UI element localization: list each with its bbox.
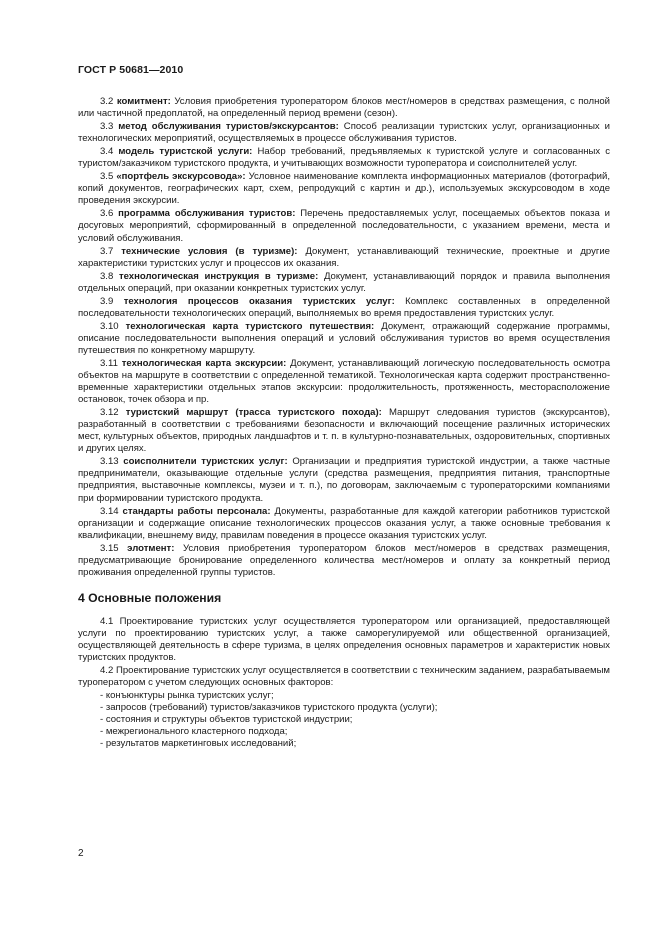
definition-number: 3.6 xyxy=(100,208,114,220)
definition-text: Комплекс составленных в определенной последовательности технологических операций, выполняемых во время предоставления туристских услуг. xyxy=(78,295,610,319)
definition-text: Документ, отражающий содержание программы, описание последовательности выполнения операций и условий обслуживания туристов во время осуществления путешествия по конкретному маршруту. xyxy=(78,320,611,356)
document-header: ГОСТ Р 50681—2010 xyxy=(78,64,184,76)
list-item: - состояния и структуры объектов туристской индустрии; xyxy=(78,714,610,726)
definition-text: Набор требований, предъявляемых к туристской услуге и согласованных с туристом/заказчиком туристского продукта, и учитывающих возможности туроператора и соисполнителей услуг. xyxy=(78,146,611,170)
definition-number: 3.5 xyxy=(100,171,114,183)
definition-number: 3.12 xyxy=(100,407,119,419)
list-item: - результатов маркетинговых исследований; xyxy=(78,738,610,750)
definition-item xyxy=(78,407,610,455)
definition-text: Условия приобретения туроператором блоков мест/номеров в средствах размещения, с полной или частичной предоплатой, на определенный период времени (сезон). xyxy=(78,96,611,120)
definition-text: Документ, устанавливающий технические, проектные и другие характеристики туристских услуг и процессов их оказания. xyxy=(78,245,610,269)
definition-text: Документ, устанавливающий логическую последовательность осмотра объектов на маршруте в соответствии с определенной тематикой. Технологическая карта содержит пространственно-временные характеристики отдельных этапов экскурсии: продолжительность, протяженность, месторасположение остановок, точек обзора и пр. xyxy=(78,357,611,406)
definition-term: технические условия (в туризме): xyxy=(121,245,298,257)
definition-number: 3.10 xyxy=(100,320,119,332)
definition-item xyxy=(78,456,610,504)
definition-number: 3.13 xyxy=(100,456,119,468)
definition-text: Перечень предоставляемых услуг, посещаемых объектов показа и досуговых мероприятий, сформированный в определенной последовательности, с указанием времени, места и условий обслуживания. xyxy=(78,208,611,244)
definition-item xyxy=(78,96,610,120)
definition-term: технологическая инструкция в туризме: xyxy=(118,270,319,282)
definition-text: Документ, устанавливающий порядок и правила выполнения отдельных операций, при оказании конкретных туристских услуг. xyxy=(78,270,610,294)
list-item: - межрегионального кластерного подхода; xyxy=(78,726,610,738)
definition-term: туристский маршрут (трасса туристского похода): xyxy=(125,407,382,419)
definition-term: соисполнители туристских услуг: xyxy=(123,456,288,468)
definition-term: стандарты работы персонала: xyxy=(122,505,271,517)
definition-number: 3.3 xyxy=(100,121,114,133)
definition-item xyxy=(78,271,610,295)
definition-number: 3.2 xyxy=(100,96,114,107)
list-item: - запросов (требований) туристов/заказчиков туристского продукта (услуги); xyxy=(78,702,610,714)
definition-text: Организации и предприятия туристской индустрии, а также частные предприниматели, оказывающие отдельные услуги (средства размещения, предприятия питания, транспортные предприятия, выставочные комплексы, музеи и т. п.), по договорам, заключаемым с туроператорскими компаниями при формировании туристского продукта. xyxy=(78,456,611,504)
definition-number: 3.11 xyxy=(100,357,118,369)
definition-number: 3.4 xyxy=(100,146,114,158)
definition-number: 3.7 xyxy=(100,245,114,257)
definition-text: Условное наименование комплекта информационных материалов (фотографий, копий документов, географических карт, схем, репродукций с картин и др.), используемых экскурсоводом в ходе проведения экскурсии. xyxy=(78,171,610,207)
factors-list xyxy=(78,690,610,750)
definitions-list xyxy=(78,96,610,579)
document-body xyxy=(78,96,610,750)
definition-number: 3.14 xyxy=(100,505,119,517)
list-item: - конъюнктуры рынка туристских услуг; xyxy=(78,690,610,702)
definition-number: 3.15 xyxy=(100,542,119,554)
definition-item xyxy=(78,146,610,170)
definition-item xyxy=(78,543,610,579)
definition-item xyxy=(78,171,610,207)
definition-term: «портфель экскурсовода»: xyxy=(116,171,246,183)
definition-term: комитмент: xyxy=(116,96,171,107)
definition-item xyxy=(78,296,610,320)
definition-item xyxy=(78,358,610,406)
paragraph-4-2: 4.2 Проектирование туристских услуг осуществляется в соответствии с техническим заданием, разрабатываемым туроператором с учетом следующих основных факторов: xyxy=(78,665,610,689)
definition-term: технологическая карта экскурсии: xyxy=(121,357,287,369)
definition-item xyxy=(78,208,610,244)
definition-item xyxy=(78,246,610,270)
definition-number: 3.8 xyxy=(100,270,114,282)
definition-term: технологическая карта туристского путешествия: xyxy=(125,320,375,332)
definition-term: элотмент: xyxy=(127,542,175,554)
definition-term: модель туристской услуги: xyxy=(118,146,253,158)
definition-text: Способ реализации туристских услуг, организационных и технологических мероприятий, осуществляемых в процессе обслуживания туристов. xyxy=(78,121,610,145)
definition-text: Маршрут следования туристов (экскурсантов), разработанный в соответствии с требованиями безопасности и включающий посещение различных исторических мест, культурных объектов, природных ландшафтов и т. п. в культурно-познавательных, оздоровительных, спортивных и других целях. xyxy=(78,407,610,455)
definition-item xyxy=(78,321,610,357)
definition-term: метод обслуживания туристов/экскурсантов: xyxy=(118,121,339,133)
definition-number: 3.9 xyxy=(100,295,114,307)
definition-item xyxy=(78,506,610,542)
section-title: 4 Основные положения xyxy=(78,590,222,605)
definition-term: программа обслуживания туристов: xyxy=(118,208,296,220)
definition-item xyxy=(78,121,610,145)
definition-text: Документы, разработанные для каждой категории работников туристской организации и содержащие описание технологических процессов оказания услуг, а также основные требования к квалификации, внешнему виду, правилам поведения в процессе оказания туристских услуг. xyxy=(78,505,610,541)
paragraph-4-1: 4.1 Проектирование туристских услуг осуществляется туроператором или организацией, предоставляющей услуги по проектированию туристских услуг, а также саморегулируемой или общественной организацией, осуществляющей деятельность в сфере туризма, в целях определения основных параметров и характеристик новых туристских продуктов. xyxy=(78,615,610,663)
definition-term: технология процессов оказания туристских услуг: xyxy=(123,295,395,307)
page-number: 2 xyxy=(78,848,84,859)
definition-text: Условия приобретения туроператором блоков мест/номеров в средствах размещения, предусматривающие бронирование определенного количества мест/номеров и оплату за конкретный период проживания определенной группы туристов. xyxy=(78,542,611,578)
